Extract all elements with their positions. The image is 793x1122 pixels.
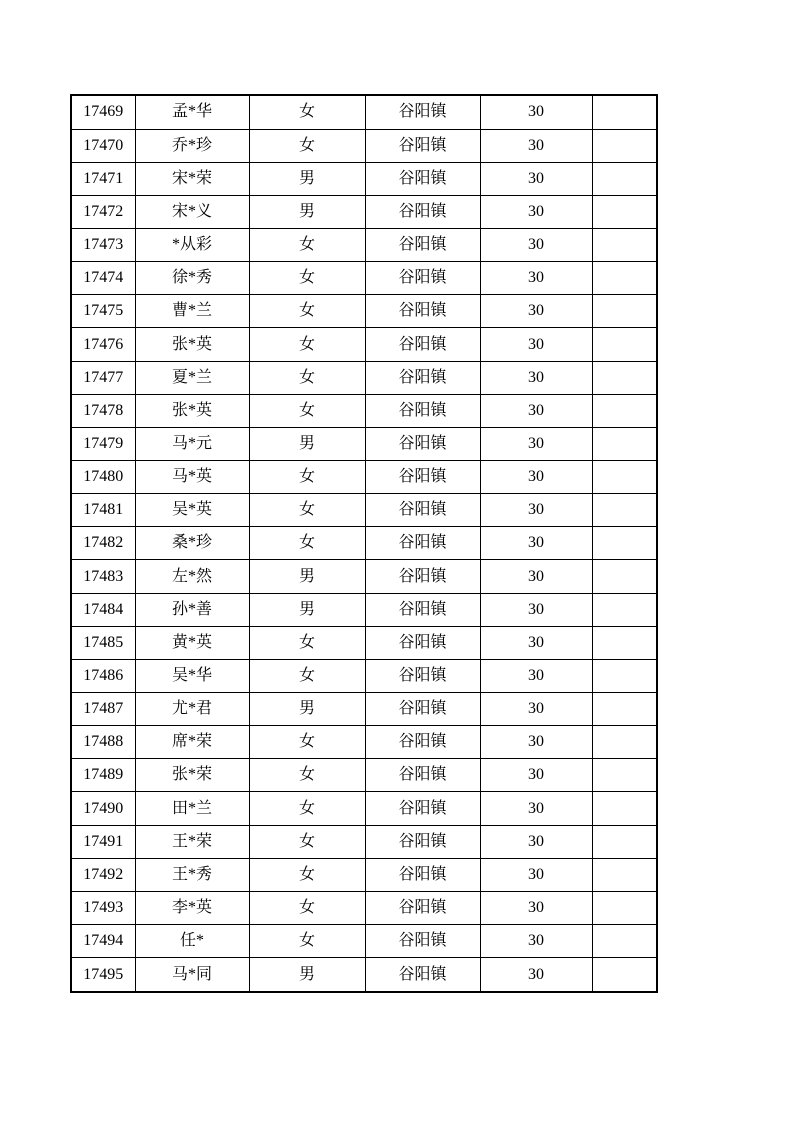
cell-town: 谷阳镇 (365, 461, 480, 494)
cell-id: 17487 (71, 693, 135, 726)
cell-blank (592, 693, 657, 726)
cell-name: 桑*珍 (135, 527, 249, 560)
cell-id: 17469 (71, 95, 135, 129)
cell-blank (592, 858, 657, 891)
cell-town: 谷阳镇 (365, 593, 480, 626)
table-row (71, 129, 657, 162)
table-row (71, 361, 657, 394)
cell-id: 17494 (71, 925, 135, 958)
cell-gender: 女 (249, 494, 365, 527)
cell-id: 17495 (71, 958, 135, 992)
cell-town: 谷阳镇 (365, 925, 480, 958)
cell-id: 17476 (71, 328, 135, 361)
cell-name: 田*兰 (135, 792, 249, 825)
cell-town: 谷阳镇 (365, 825, 480, 858)
cell-town: 谷阳镇 (365, 958, 480, 992)
cell-blank (592, 394, 657, 427)
table-row (71, 427, 657, 460)
cell-gender: 女 (249, 229, 365, 262)
cell-blank (592, 328, 657, 361)
cell-blank (592, 427, 657, 460)
cell-gender: 男 (249, 427, 365, 460)
cell-name: 马*元 (135, 427, 249, 460)
cell-blank (592, 593, 657, 626)
cell-amount: 30 (480, 427, 592, 460)
cell-town: 谷阳镇 (365, 195, 480, 228)
cell-amount: 30 (480, 262, 592, 295)
table-row (71, 726, 657, 759)
cell-name: 孟*华 (135, 95, 249, 129)
cell-gender: 女 (249, 858, 365, 891)
cell-amount: 30 (480, 129, 592, 162)
table-row (71, 792, 657, 825)
cell-id: 17490 (71, 792, 135, 825)
cell-gender: 女 (249, 361, 365, 394)
cell-blank (592, 295, 657, 328)
cell-id: 17482 (71, 527, 135, 560)
cell-name: 马*英 (135, 461, 249, 494)
cell-name: 曹*兰 (135, 295, 249, 328)
cell-amount: 30 (480, 295, 592, 328)
cell-amount: 30 (480, 593, 592, 626)
cell-amount: 30 (480, 394, 592, 427)
cell-id: 17492 (71, 858, 135, 891)
table-row (71, 693, 657, 726)
cell-town: 谷阳镇 (365, 361, 480, 394)
cell-amount: 30 (480, 229, 592, 262)
cell-id: 17484 (71, 593, 135, 626)
cell-name: 乔*珍 (135, 129, 249, 162)
cell-town: 谷阳镇 (365, 394, 480, 427)
cell-town: 谷阳镇 (365, 693, 480, 726)
cell-id: 17493 (71, 891, 135, 924)
cell-gender: 女 (249, 328, 365, 361)
cell-gender: 女 (249, 129, 365, 162)
cell-amount: 30 (480, 328, 592, 361)
cell-amount: 30 (480, 925, 592, 958)
cell-name: *从彩 (135, 229, 249, 262)
cell-amount: 30 (480, 95, 592, 129)
cell-gender: 男 (249, 593, 365, 626)
cell-gender: 女 (249, 95, 365, 129)
cell-amount: 30 (480, 560, 592, 593)
cell-id: 17474 (71, 262, 135, 295)
table-row (71, 162, 657, 195)
cell-name: 黄*英 (135, 626, 249, 659)
table-row (71, 958, 657, 992)
table-row (71, 560, 657, 593)
cell-blank (592, 726, 657, 759)
cell-gender: 女 (249, 461, 365, 494)
cell-name: 孙*善 (135, 593, 249, 626)
cell-id: 17471 (71, 162, 135, 195)
cell-blank (592, 527, 657, 560)
table-row (71, 95, 657, 129)
cell-gender: 女 (249, 394, 365, 427)
cell-blank (592, 560, 657, 593)
cell-blank (592, 792, 657, 825)
cell-id: 17491 (71, 825, 135, 858)
cell-amount: 30 (480, 162, 592, 195)
cell-name: 张*英 (135, 394, 249, 427)
cell-gender: 男 (249, 162, 365, 195)
cell-gender: 女 (249, 792, 365, 825)
cell-blank (592, 659, 657, 692)
cell-amount: 30 (480, 195, 592, 228)
cell-town: 谷阳镇 (365, 295, 480, 328)
cell-blank (592, 958, 657, 992)
cell-gender: 男 (249, 693, 365, 726)
cell-blank (592, 162, 657, 195)
table-row (71, 825, 657, 858)
cell-id: 17479 (71, 427, 135, 460)
cell-id: 17483 (71, 560, 135, 593)
cell-id: 17473 (71, 229, 135, 262)
cell-town: 谷阳镇 (365, 858, 480, 891)
cell-town: 谷阳镇 (365, 726, 480, 759)
cell-amount: 30 (480, 825, 592, 858)
cell-id: 17481 (71, 494, 135, 527)
cell-name: 张*荣 (135, 759, 249, 792)
cell-amount: 30 (480, 759, 592, 792)
cell-id: 17470 (71, 129, 135, 162)
table-row (71, 229, 657, 262)
table-row (71, 295, 657, 328)
cell-name: 徐*秀 (135, 262, 249, 295)
cell-town: 谷阳镇 (365, 328, 480, 361)
cell-name: 李*英 (135, 891, 249, 924)
cell-amount: 30 (480, 958, 592, 992)
cell-id: 17472 (71, 195, 135, 228)
cell-town: 谷阳镇 (365, 494, 480, 527)
cell-amount: 30 (480, 858, 592, 891)
table-row (71, 891, 657, 924)
table-row (71, 925, 657, 958)
cell-amount: 30 (480, 693, 592, 726)
cell-gender: 女 (249, 726, 365, 759)
cell-amount: 30 (480, 494, 592, 527)
cell-id: 17489 (71, 759, 135, 792)
cell-name: 左*然 (135, 560, 249, 593)
cell-town: 谷阳镇 (365, 229, 480, 262)
cell-id: 17488 (71, 726, 135, 759)
cell-amount: 30 (480, 726, 592, 759)
cell-amount: 30 (480, 891, 592, 924)
cell-gender: 男 (249, 195, 365, 228)
cell-amount: 30 (480, 461, 592, 494)
cell-blank (592, 925, 657, 958)
cell-town: 谷阳镇 (365, 792, 480, 825)
cell-id: 17485 (71, 626, 135, 659)
cell-town: 谷阳镇 (365, 162, 480, 195)
cell-id: 17477 (71, 361, 135, 394)
cell-town: 谷阳镇 (365, 95, 480, 129)
cell-gender: 女 (249, 925, 365, 958)
table-row (71, 328, 657, 361)
cell-name: 马*同 (135, 958, 249, 992)
cell-gender: 男 (249, 958, 365, 992)
cell-gender: 女 (249, 295, 365, 328)
cell-name: 夏*兰 (135, 361, 249, 394)
cell-town: 谷阳镇 (365, 262, 480, 295)
cell-gender: 女 (249, 891, 365, 924)
cell-town: 谷阳镇 (365, 427, 480, 460)
table-row (71, 858, 657, 891)
cell-town: 谷阳镇 (365, 659, 480, 692)
cell-id: 17475 (71, 295, 135, 328)
cell-gender: 女 (249, 527, 365, 560)
table-row (71, 527, 657, 560)
table-row (71, 759, 657, 792)
cell-blank (592, 626, 657, 659)
cell-blank (592, 361, 657, 394)
cell-gender: 女 (249, 262, 365, 295)
cell-id: 17480 (71, 461, 135, 494)
cell-gender: 女 (249, 825, 365, 858)
cell-town: 谷阳镇 (365, 129, 480, 162)
cell-town: 谷阳镇 (365, 891, 480, 924)
cell-name: 王*秀 (135, 858, 249, 891)
cell-name: 席*荣 (135, 726, 249, 759)
table-row (71, 593, 657, 626)
cell-name: 尤*君 (135, 693, 249, 726)
table-row (71, 195, 657, 228)
cell-amount: 30 (480, 361, 592, 394)
cell-name: 吴*英 (135, 494, 249, 527)
cell-blank (592, 195, 657, 228)
cell-gender: 女 (249, 626, 365, 659)
table-row (71, 461, 657, 494)
cell-town: 谷阳镇 (365, 626, 480, 659)
cell-name: 王*荣 (135, 825, 249, 858)
cell-gender: 女 (249, 759, 365, 792)
table-row (71, 626, 657, 659)
roster-table (70, 94, 658, 993)
cell-name: 宋*义 (135, 195, 249, 228)
cell-amount: 30 (480, 792, 592, 825)
cell-amount: 30 (480, 626, 592, 659)
cell-amount: 30 (480, 527, 592, 560)
table-row (71, 394, 657, 427)
table-body (71, 95, 657, 992)
cell-gender: 男 (249, 560, 365, 593)
cell-blank (592, 825, 657, 858)
cell-amount: 30 (480, 659, 592, 692)
cell-gender: 女 (249, 659, 365, 692)
cell-id: 17478 (71, 394, 135, 427)
cell-name: 吴*华 (135, 659, 249, 692)
table-row (71, 494, 657, 527)
cell-blank (592, 891, 657, 924)
cell-id: 17486 (71, 659, 135, 692)
cell-blank (592, 461, 657, 494)
cell-name: 张*英 (135, 328, 249, 361)
cell-town: 谷阳镇 (365, 759, 480, 792)
table-row (71, 659, 657, 692)
table-row (71, 262, 657, 295)
cell-town: 谷阳镇 (365, 560, 480, 593)
cell-blank (592, 229, 657, 262)
cell-name: 任* (135, 925, 249, 958)
cell-blank (592, 95, 657, 129)
cell-blank (592, 262, 657, 295)
cell-town: 谷阳镇 (365, 527, 480, 560)
cell-blank (592, 494, 657, 527)
cell-blank (592, 129, 657, 162)
cell-name: 宋*荣 (135, 162, 249, 195)
cell-blank (592, 759, 657, 792)
